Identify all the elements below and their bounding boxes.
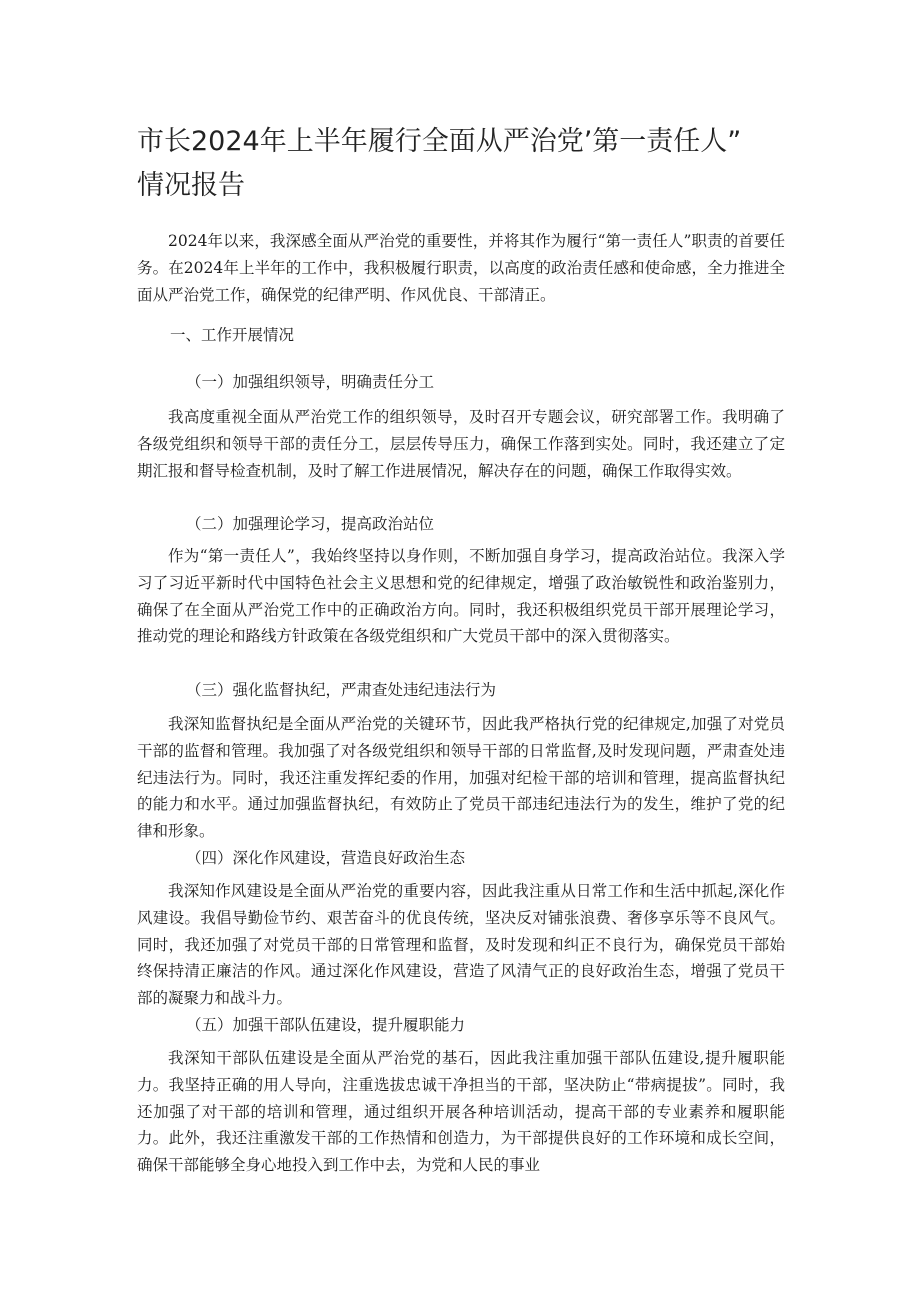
subsection-heading-1: （一）加强组织领导，明确责任分工: [186, 373, 435, 391]
subsection-heading-5: （五）加强干部队伍建设，提升履职能力: [186, 1016, 466, 1034]
subsection-heading-4: （四）深化作风建设，营造良好政治生态: [186, 849, 466, 867]
subsection-body-3: 我深知监督执纪是全面从严治党的关键环节，因此我严格执行党的纪律规定,加强了对党员干部的监督和管理。我加强了对各级党组织和领导干部的日常监督,及时发现问题，严肃查处违纪违法行为。同时，我还注重发挥纪委的作用，加强对纪检干部的培训和管理，提高监督执纪的能力和水平。通过加强监督执纪，有效防止了党员干部违纪违法行为的发生，维护了党的纪律和形象。: [137, 715, 785, 841]
subsection-heading-2: （二）加强理论学习，提高政治站位: [186, 515, 435, 533]
subsection-body-2: 作为“第一责任人”，我始终坚持以身作则，不断加强自身学习，提高政治站位。我深入学习了习近平新时代中国特色社会主义思想和党的纪律规定，增强了政治敏锐性和政治鉴别力，确保了在全面从严治党工作中的正确政治方向。同时，我还积极组织党员干部开展理论学习，推动党的理论和路线方针政策在各级党组织和广大党员干部中的深入贯彻落实。: [137, 547, 785, 646]
intro-paragraph: 2024年以来，我深感全面从严治党的重要性，并将其作为履行“第一责任人”职责的首要任务。在2024年上半年的工作中，我积极履行职责，以高度的政治责任感和使命感，全力推进全面从严治党工作，确保党的纪律严明、作风优良、干部清正。: [137, 232, 785, 304]
title-line-2: 情况报告: [137, 170, 245, 201]
subsection-heading-3: （三）强化监督执纪，严肃查处违纪违法行为: [186, 681, 497, 699]
section-heading: 一、工作开展情况: [170, 326, 295, 344]
subsection-body-1: 我高度重视全面从严治党工作的组织领导，及时召开专题会议，研究部署工作。我明确了各级党组织和领导干部的责任分工，层层传导压力，确保工作落到实处。同时，我还建立了定期汇报和督导检查机制，及时了解工作进展情况，解决存在的问题，确保工作取得实效。: [137, 408, 785, 480]
page-title: [137, 120, 797, 208]
subsection-body-5: 我深知干部队伍建设是全面从严治党的基石，因此我注重加强干部队伍建设,提升履职能力。我坚持正确的用人导向，注重选拔忠诚干净担当的干部，坚决防止“带病提拔”。同时，我还加强了对干部的培训和管理，通过组织开展各种培训活动，提高干部的专业素养和履职能力。此外，我还注重激发干部的工作热情和创造力，为干部提供良好的工作环境和成长空间，确保干部能够全身心地投入到工作中去，为党和人民的事业: [137, 1049, 785, 1175]
title-line-1: 市长2024年上半年履行全面从严治党’第一责任人”: [137, 126, 742, 157]
subsection-body-4: 我深知作风建设是全面从严治党的重要内容，因此我注重从日常工作和生活中抓起,深化作风建设。我倡导勤俭节约、艰苦奋斗的优良传统，坚决反对铺张浪费、奢侈享乐等不良风气。同时，我还加强了对党员干部的日常管理和监督，及时发现和纠正不良行为，确保党员干部始终保持清正廉洁的作风。通过深化作风建设，营造了风清气正的良好政治生态，增强了党员干部的凝聚力和战斗力。: [137, 882, 785, 1008]
